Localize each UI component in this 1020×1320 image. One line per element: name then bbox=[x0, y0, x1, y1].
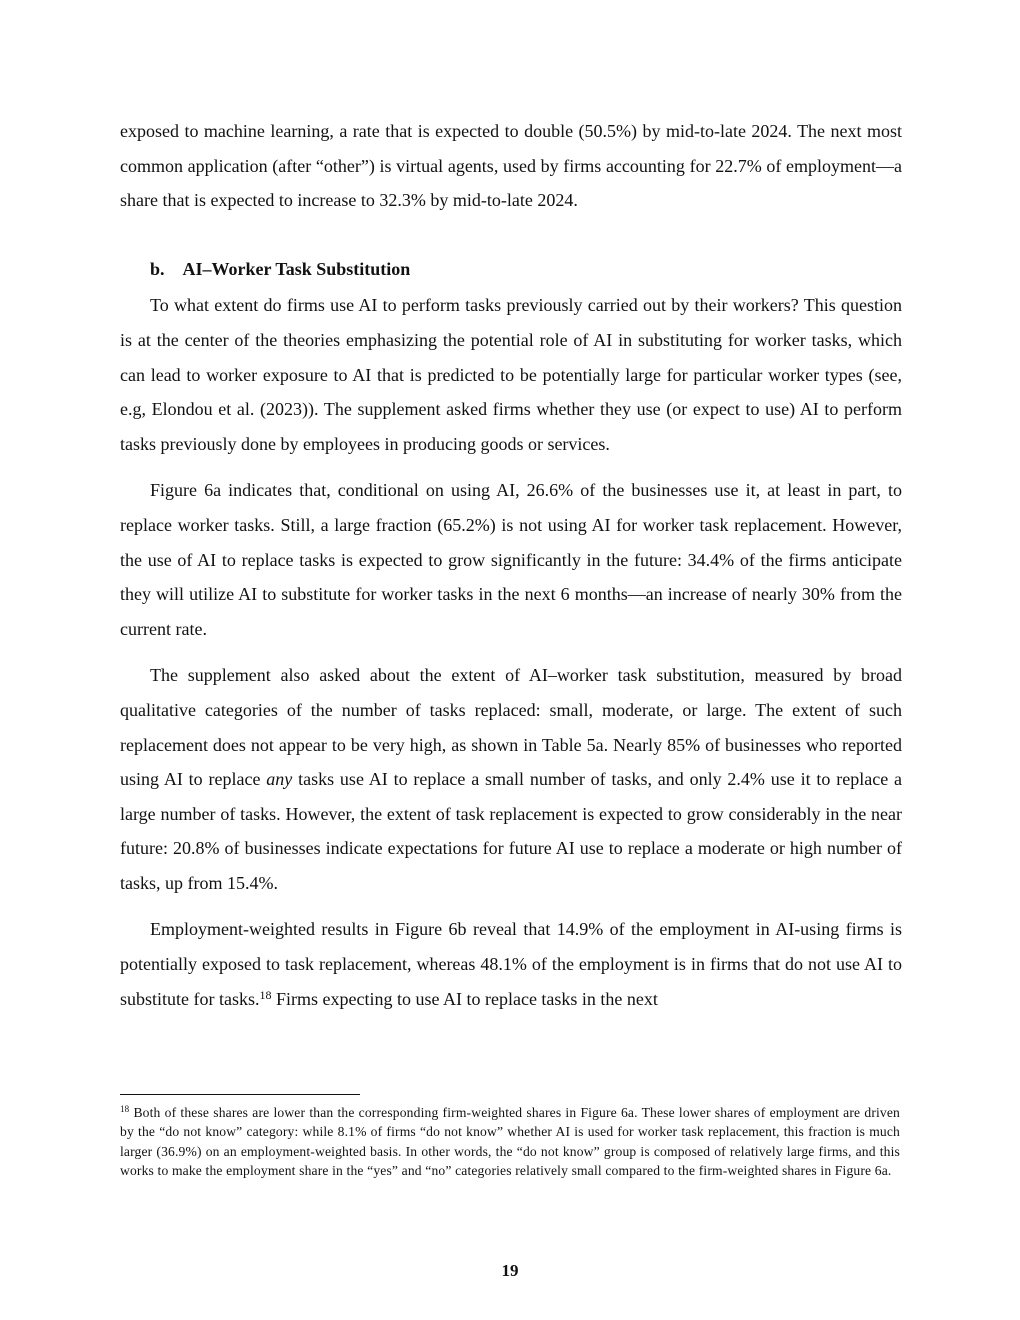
paragraph-task-substitution-question: To what extent do firms use AI to perform tasks previously carried out by their workers? This question is at the center of the theories emphasizing the potential role of AI in substituting for worker tasks, which can lead to worker exposure to AI that is predicted to be potentially large for particular worker types (see, e.g, Elondou et al. (2023)). The supplement asked firms whether they use (or expect to use) AI to perform tasks previously done by employees in producing goods or services. bbox=[120, 295, 902, 454]
footnote-18 bbox=[120, 1103, 900, 1181]
page-number: 19 bbox=[501, 1261, 519, 1280]
footnote-text: Both of these shares are lower than the corresponding firm-weighted shares in Figure 6a. These lower shares of employment are driven by the “do not know” category: while 8.1% of firms “do not know” whether AI is used for worker task replacement, this fraction is much larger (36.9%) on an employment-weighted basis. In other words, the “do not know” group is composed of relatively large firms, and this works to make the employment share in the “yes” and “no” categories relatively small compared to the firm-weighted shares in Figure 6a. bbox=[120, 1105, 900, 1179]
section-heading: b. AI–Worker Task Substitution bbox=[150, 258, 411, 279]
paragraph-figure-6a: Figure 6a indicates that, conditional on using AI, 26.6% of the businesses use it, at least in part, to replace worker tasks. Still, a large fraction (65.2%) is not using AI for worker task replacement. However, the use of AI to replace tasks is expected to grow significantly in the future: 34.4% of the firms anticipate they will utilize AI to substitute for worker tasks in the next 6 months—an increase of nearly 30% from the current rate. bbox=[120, 480, 902, 639]
footnote-reference[interactable]: 18 bbox=[259, 987, 272, 1002]
emphasis-any: any bbox=[266, 769, 293, 790]
paragraph-text: Firms expecting to use AI to replace tasks in the next bbox=[271, 988, 658, 1009]
footnote-divider bbox=[120, 1094, 360, 1095]
page-body bbox=[120, 114, 902, 1016]
paragraph-continued: exposed to machine learning, a rate that is expected to double (50.5%) by mid-to-late 2024. The next most common application (after “other”) is virtual agents, used by firms accounting for 22.7% of employment—a share that is expected to increase to 32.3% by mid-to-late 2024. bbox=[120, 121, 902, 211]
paragraph-text: tasks use AI to replace a small number of tasks, and only 2.4% use it to replace a large number of tasks. However, the extent of task replacement is expected to grow considerably in the near future: 20.8% of businesses indicate expectations for future AI use to replace a moderate or high number of tasks, up from 15.4%. bbox=[120, 769, 902, 893]
paragraph-figure-6b bbox=[120, 912, 902, 1016]
paragraph-extent-of-substitution bbox=[120, 658, 902, 900]
paragraph-text: Employment-weighted results in Figure 6b reveal that 14.9% of the employment in AI-using firms is potentially exposed to task replacement, whereas 48.1% of the employment is in firms that do not use AI to substitute for tasks. bbox=[120, 919, 902, 1009]
paragraph-text: The supplement also asked about the extent of AI–worker task substitution, measured by broad qualitative categories of the number of tasks replaced: small, moderate, or large. The extent of such replacement does not appear to be very high, as shown in Table 5a. Nearly 85% of businesses who reported using AI to replace bbox=[120, 665, 902, 790]
footnote-marker: 18 bbox=[120, 1104, 130, 1114]
